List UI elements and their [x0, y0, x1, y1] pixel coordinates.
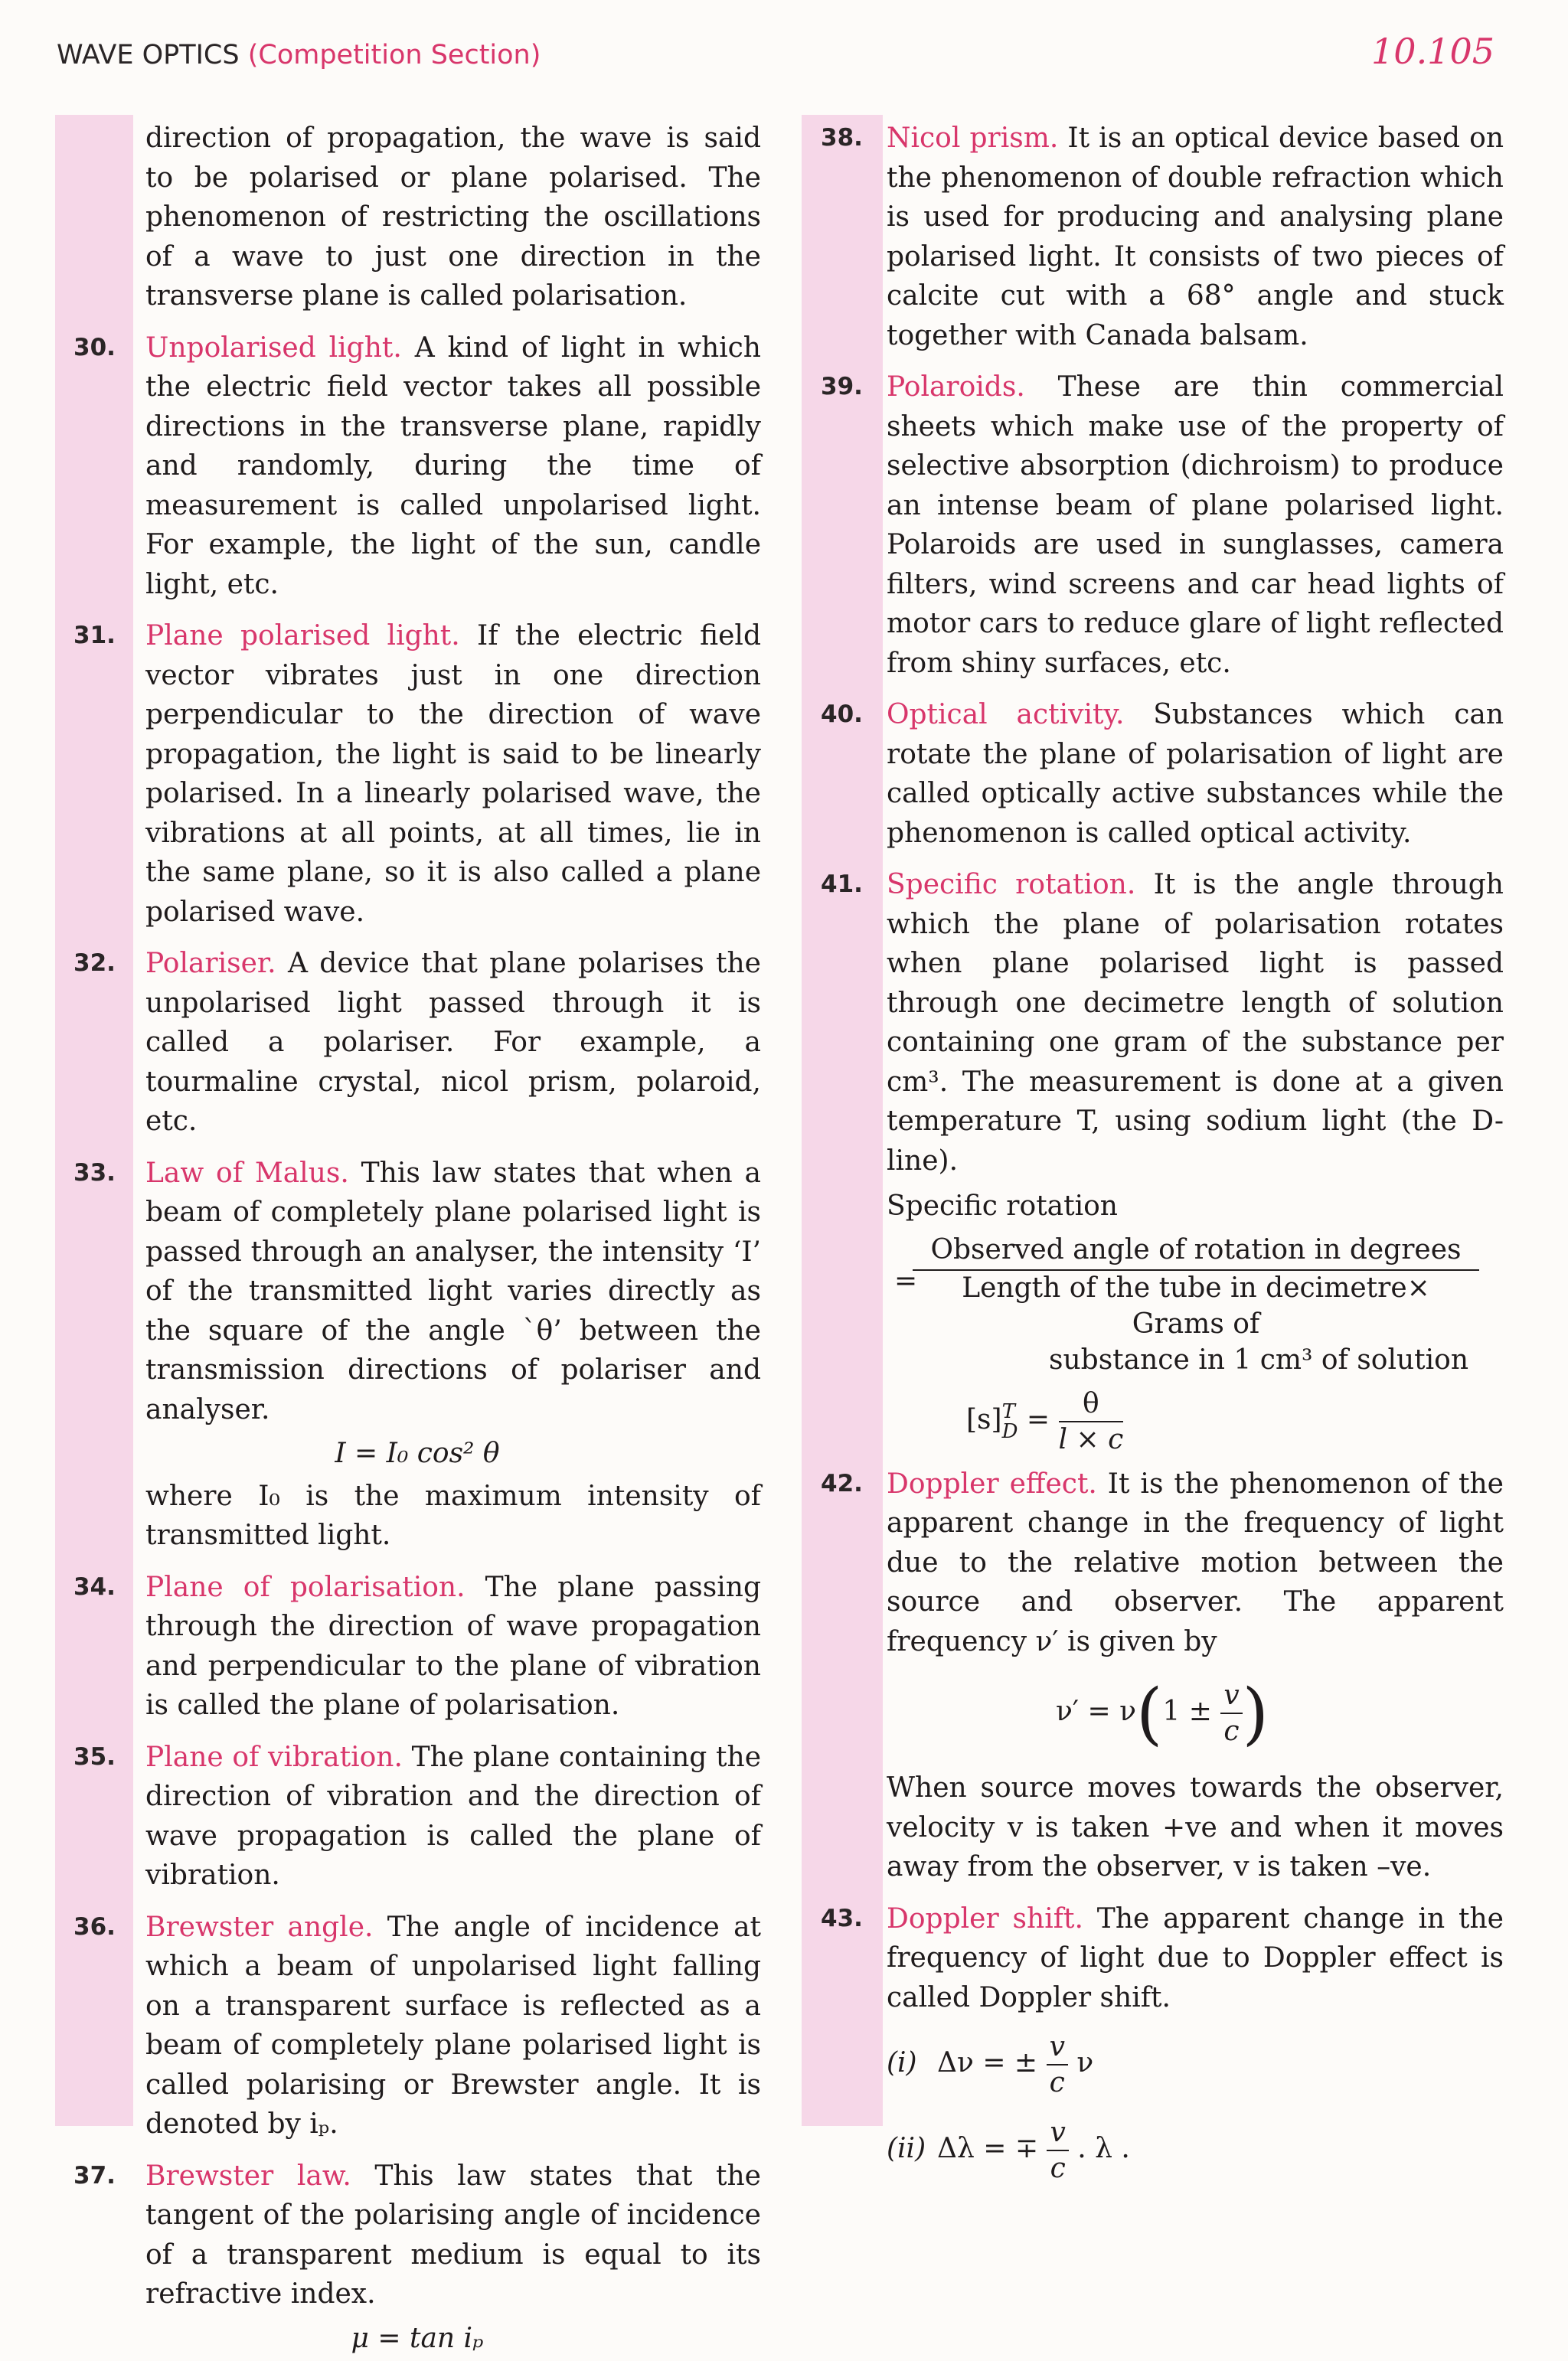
item-text: The apparent change in the frequency of light due to Doppler effect is called Doppler shift. — [887, 1902, 1504, 2013]
item-term: Unpolarised light. — [145, 331, 402, 364]
item-term: Optical activity. — [887, 699, 1125, 730]
item-term: Plane of polarisation. — [145, 1571, 466, 1603]
item-term: Plane of vibration. — [145, 1741, 403, 1773]
shift-i-lhs: Δν = ± — [937, 2047, 1038, 2079]
item-number: 34. — [74, 1572, 116, 1601]
page-number: 10.105 — [1371, 31, 1494, 72]
item-number: 38. — [821, 124, 863, 152]
item-text: The plane containing the direction of vibration and the direction of wave propagation is called the plane of vibration. — [145, 1741, 761, 1891]
item-text: These are thin commercial sheets which make use of the property of selective absorption (dichroism) to produce an intense beam of plane polarised light. Polaroids are used in sunglasses, camera filters, wind screens and car head lights of motor cars to reduce glare of light reflected from shiny surfaces, etc. — [887, 371, 1504, 679]
left-column — [74, 119, 761, 2361]
sr-frac-den: l × c — [1058, 1423, 1124, 1455]
shift-ii-lhs: Δλ = ∓ — [937, 2133, 1039, 2165]
item-number: 41. — [821, 870, 863, 898]
item-number: 32. — [74, 949, 116, 977]
specific-rotation-formula — [821, 1233, 1504, 1379]
doppler-num: v — [1220, 1678, 1242, 1714]
brewster-equation: μ = tan iₚ — [351, 2322, 484, 2354]
item-number: 33. — [74, 1158, 116, 1187]
sr-sub: D — [1001, 1419, 1018, 1443]
item-term: Law of Malus. — [145, 1157, 349, 1189]
item-term: Doppler shift. — [887, 1902, 1083, 1935]
item-text: If the electric field vector vibrates just in one direction perpendicular to the direction of wave propagation, the light is said to be linearly polarised. In a linearly polarised wave, the vibrations at all points, at all times, lie in the same plane, so it is also called a plane polarised wave. — [145, 620, 761, 928]
definition-item — [74, 328, 761, 605]
item-number: 43. — [821, 1904, 863, 1932]
section-title: (Competition Section) — [247, 40, 541, 70]
right-column — [821, 119, 1504, 2201]
list-label: (ii) — [887, 2133, 926, 2165]
item-term: Nicol prism. — [887, 122, 1059, 154]
formula-denominator-line1: Length of the tube in decimetre× Grams of — [962, 1272, 1430, 1341]
definition-item — [821, 119, 1504, 355]
definition-item — [821, 1465, 1504, 1662]
item-number: 37. — [74, 2161, 116, 2190]
item-number: 31. — [74, 622, 116, 649]
item-text: This law states that when a beam of completely plane polarised light is passed through an analyser, the intensity ‘I’ of the transmitted light varies directly as the square of the angle `θ’ between the transmission directions of polariser and analyser. — [145, 1157, 762, 1425]
equals-sign: = — [894, 1265, 918, 1297]
definition-item — [74, 616, 761, 932]
definition-item — [74, 944, 761, 1141]
item-term: Brewster angle. — [145, 1911, 374, 1943]
shift-ii-rhs: . λ . — [1077, 2133, 1130, 2165]
item-text: A device that plane polarises the unpolarised light passed through it is called a polariser. For example, a tourmaline crystal, nicol prism, polaroid, etc. — [145, 948, 761, 1137]
right-paren-icon: ) — [1242, 1674, 1269, 1753]
definition-item — [74, 1154, 761, 1430]
item-number: 36. — [74, 1912, 116, 1941]
chapter-title: WAVE OPTICS — [57, 40, 240, 70]
doppler-den: c — [1223, 1716, 1240, 1748]
item-text: The angle of incidence at which a beam of unpolarised light falling on a transparent surface is reflected as a beam of completely plane polarised light is called polarising or Brewster angle. It is denoted by iₚ. — [145, 1911, 761, 2140]
item-term: Polariser. — [145, 948, 276, 979]
specific-rotation-symbol-formula — [821, 1386, 1504, 1457]
item-text: The plane passing through the direction of wave propagation and perpendicular to the plane of vibration is called the plane of polarisation. — [145, 1571, 762, 1721]
definition-item — [821, 865, 1504, 1180]
item-text: It is an optical device based on the phenomenon of double refraction which is used for producing and analysing plane polarised light. It consists of two pieces of calcite cut with a 68° angle and stuck together with Canada balsam. — [887, 122, 1504, 351]
definition-item — [821, 695, 1504, 853]
intro-paragraph: direction of propagation, the wave is said to be polarised or plane polarised. The phenomenon of restricting the oscillations of a wave to just one direction in the transverse plane is called polarisation. — [145, 122, 761, 312]
item-term: Brewster law. — [145, 2160, 351, 2192]
definition-item — [821, 1899, 1504, 2018]
item-term: Doppler effect. — [887, 1468, 1097, 1500]
list-label: (i) — [887, 2047, 917, 2079]
doppler-shift-formula-i — [821, 2030, 1504, 2100]
definition-item — [74, 1738, 761, 1896]
item-text: A kind of light in which the electric field vector takes all possible directions in the transverse plane, rapidly and randomly, during the time of measurement is called unpolarised light. For example, the light of the sun, candle light, etc. — [145, 331, 761, 600]
sr-eq-sign: = — [1018, 1403, 1059, 1435]
item-number: 35. — [74, 1742, 116, 1771]
shift-i-den: c — [1049, 2067, 1065, 2099]
sr-frac-num: θ — [1059, 1386, 1124, 1422]
shift-ii-num: v — [1047, 2115, 1068, 2151]
malus-equation: I = I₀ cos² θ — [335, 1438, 500, 1469]
item-number: 30. — [74, 333, 116, 361]
definition-item — [74, 1568, 761, 1726]
shift-i-num: v — [1047, 2030, 1068, 2065]
shift-i-rhs: ν — [1076, 2047, 1094, 2079]
doppler-note: When source moves towards the observer, velocity v is taken +ve and when it moves away from the observer, v is taken –ve. — [887, 1772, 1504, 1883]
doppler-formula — [821, 1674, 1504, 1753]
item-text: It is the angle through which the plane of polarisation rotates when plane polarised light is passed through one decimetre length of solution containing one gram of the substance per cm³. The measurement is done at a given temperature T, using sodium light (the D-line). — [887, 869, 1504, 1177]
specific-rotation-label: Specific rotation — [887, 1190, 1118, 1222]
shift-ii-den: c — [1050, 2153, 1066, 2185]
left-paren-icon: ( — [1136, 1674, 1163, 1753]
running-header — [57, 40, 541, 70]
formula-numerator: Observed angle of rotation in degrees — [913, 1233, 1479, 1272]
item-term: Polaroids. — [887, 371, 1025, 403]
item-term: Plane polarised light. — [145, 620, 460, 651]
item-number: 40. — [821, 700, 863, 728]
definition-item — [74, 2157, 761, 2314]
doppler-lhs: ν′ = ν — [1056, 1696, 1136, 1728]
item-number: 42. — [821, 1469, 863, 1497]
formula-denominator-line2: substance in 1 cm³ of solution — [1049, 1344, 1468, 1376]
item-text: Substances which can rotate the plane of polarisation of light are called optically active substances while the phenomenon is called optical activity. — [887, 699, 1504, 849]
malus-where: where I₀ is the maximum intensity of transmitted light. — [145, 1480, 761, 1551]
item-number: 39. — [821, 373, 863, 400]
sr-lhs: [s] — [966, 1403, 1002, 1435]
definition-item — [821, 367, 1504, 683]
sr-sup: T — [1001, 1399, 1015, 1423]
definition-item — [74, 1908, 761, 2144]
doppler-inner: 1 ± — [1162, 1696, 1212, 1728]
item-text: This law states that the tangent of the polarising angle of incidence of a transparent medium is equal to its refractive index. — [145, 2160, 761, 2310]
item-text: It is the phenomenon of the apparent change in the frequency of light due to the relative motion between the source and observer. The apparent frequency ν′ is given by — [887, 1468, 1504, 1657]
item-term: Specific rotation. — [887, 869, 1136, 900]
